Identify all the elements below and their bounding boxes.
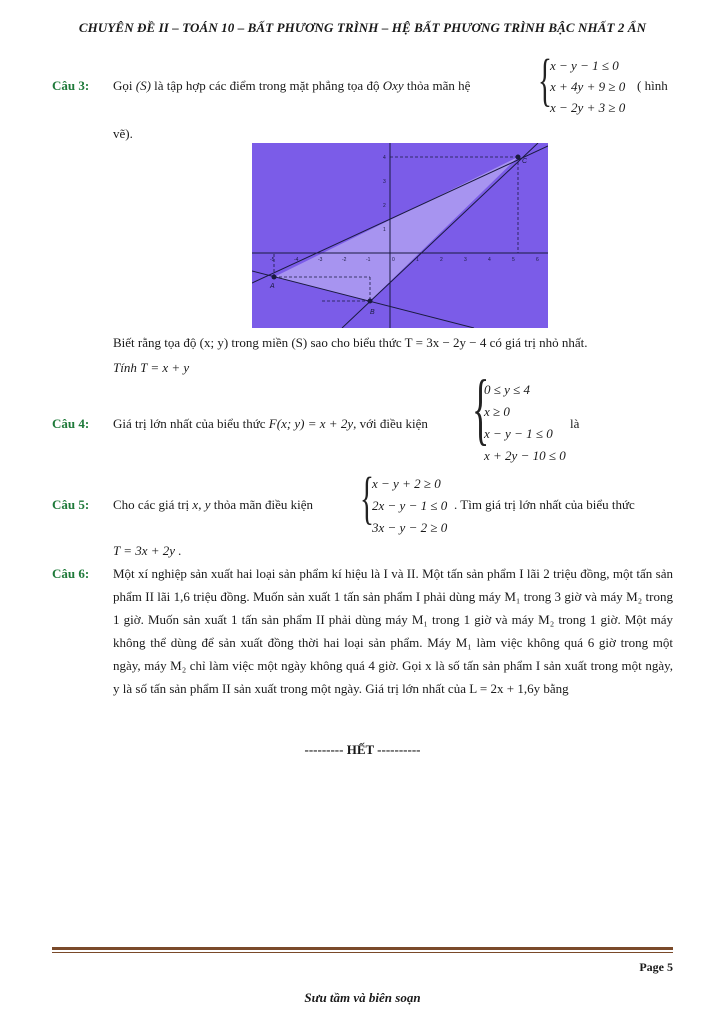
system-brace: { <box>538 47 552 112</box>
question-5-system <box>360 465 460 538</box>
q4-ineq-4: x + 2y − 10 ≤ 0 <box>484 448 566 463</box>
question-4-label: Câu 4: <box>52 416 90 431</box>
q3-intro-a: Gọi <box>113 78 133 93</box>
q5-text-b: thỏa mãn điều kiện <box>213 497 313 512</box>
x-tick: -1 <box>366 257 371 263</box>
q4-ineq-3: x − y − 1 ≤ 0 <box>484 426 553 441</box>
feasible-region-graph <box>252 143 548 328</box>
footer-credit: Sưu tầm và biên soạn <box>304 990 421 1005</box>
x-tick: 6 <box>536 257 539 263</box>
footer-divider <box>52 947 673 950</box>
y-tick: 4 <box>383 155 386 161</box>
y-tick: 3 <box>383 179 386 185</box>
page-number: Page 5 <box>639 960 673 974</box>
system-brace: { <box>360 465 374 530</box>
q3-hint-b: vẽ). <box>113 126 133 141</box>
x-tick: -4 <box>294 257 299 263</box>
question-4-text <box>113 416 428 432</box>
q5-ineq-3: 3x − y − 2 ≥ 0 <box>372 520 448 535</box>
y-tick: 2 <box>383 203 386 209</box>
point-c-marker <box>516 155 521 160</box>
x-tick: 2 <box>440 257 443 263</box>
q3-ineq-1: x − y − 1 ≤ 0 <box>550 58 619 73</box>
q4-function: F(x; y) = x + 2y <box>268 416 354 431</box>
x-tick: -5 <box>270 257 275 263</box>
q3-oxy: Oxy <box>382 78 404 93</box>
point-b-marker <box>368 299 373 304</box>
q3-ineq-2: x + 4y + 9 ≥ 0 <box>550 79 626 94</box>
q4-text-c: là <box>570 416 580 431</box>
x-tick: 0 <box>392 257 395 263</box>
x-tick: 4 <box>488 257 491 263</box>
q3-hint-a: ( hình <box>637 78 668 93</box>
document-header: CHUYÊN ĐỀ II – TOÁN 10 – BẤT PHƯƠNG TRÌNH – HỆ BẤT PHƯƠNG TRÌNH BẬC NHẤT 2 ẨN <box>78 20 647 35</box>
q4-ineq-1: 0 ≤ y ≤ 4 <box>484 382 531 397</box>
q5-ineq-1: x − y + 2 ≥ 0 <box>372 476 441 491</box>
q5-text-a: Cho các giá trị <box>113 497 190 512</box>
q3-intro-b: là tập hợp các điểm trong mặt phẳng tọa độ <box>154 78 380 93</box>
question-4-system <box>472 365 582 466</box>
question-6-label: Câu 6: <box>52 566 90 581</box>
q5-ineq-2: 2x − y − 1 ≤ 0 <box>372 498 448 513</box>
end-mark: --------- HẾT ---------- <box>304 742 421 757</box>
q5-text-c: . Tìm giá trị lớn nhất của biểu thức <box>454 497 635 512</box>
x-tick: -3 <box>318 257 323 263</box>
x-tick: 5 <box>512 257 515 263</box>
q3-question-line: Tính T = x + y <box>113 360 190 375</box>
y-tick: 1 <box>383 227 386 233</box>
point-a-label: A <box>270 283 275 290</box>
q3-condition-line: Biết rằng tọa độ (x; y) trong miền (S) sao cho biểu thức T = 3x − 2y − 4 có giá trị nhỏ nhất. <box>113 335 588 350</box>
point-c-label: C <box>522 158 528 165</box>
point-b-label: B <box>370 309 375 316</box>
q3-ineq-3: x − 2y + 3 ≥ 0 <box>550 100 626 115</box>
x-tick: 3 <box>464 257 467 263</box>
question-5-text <box>113 497 313 513</box>
q4-text-b: , với điều kiện <box>353 416 428 431</box>
q4-text-a: Giá trị lớn nhất của biểu thức <box>113 416 266 431</box>
q5-vars: x, y <box>192 497 211 512</box>
system-brace: { <box>472 365 490 453</box>
question-3-intro <box>113 78 470 94</box>
x-tick: 1 <box>416 257 419 263</box>
question-3-label: Câu 3: <box>52 78 90 93</box>
q4-ineq-2: x ≥ 0 <box>484 404 510 419</box>
q3-set-s: (S) <box>135 78 151 93</box>
q5-expression: T = 3x + 2y . <box>113 543 182 558</box>
question-3-system <box>538 47 638 120</box>
footer-divider-thin <box>52 952 673 953</box>
q3-intro-c: thỏa mãn hệ <box>406 78 471 93</box>
x-tick: -2 <box>342 257 347 263</box>
point-a-marker <box>272 275 277 280</box>
question-5-label: Câu 5: <box>52 497 90 512</box>
question-6-text: Một xí nghiệp sản xuất hai loại sản phẩm kí hiệu là I và II. Một tấn sản phẩm I lãi 2 triệu đồng, một tấn sản phẩm II lãi 1,6 triệu đồng. Muốn sản xuất 1 tấn sản phẩm I phải dùng máy M₁ trong 3 giờ và máy M₂ trong 1 giờ. Muốn sản xuất 1 tấn sản phẩm II phải dùng máy M₁ trong 1 giờ và máy M₂ trong 1 giờ. Một máy không thể dùng để sản xuất đồng thời hai loại sản phẩm. Máy M₁ làm việc không quá 6 giờ trong một ngày, máy M₂ chỉ làm việc một ngày không quá 4 giờ. Gọi x là số tấn sản phẩm I sản xuất trong một ngày, y là số tấn sản phẩm II sản xuất trong một ngày. Giá trị lớn nhất của L = 2x + 1,6y bằng <box>113 566 673 696</box>
